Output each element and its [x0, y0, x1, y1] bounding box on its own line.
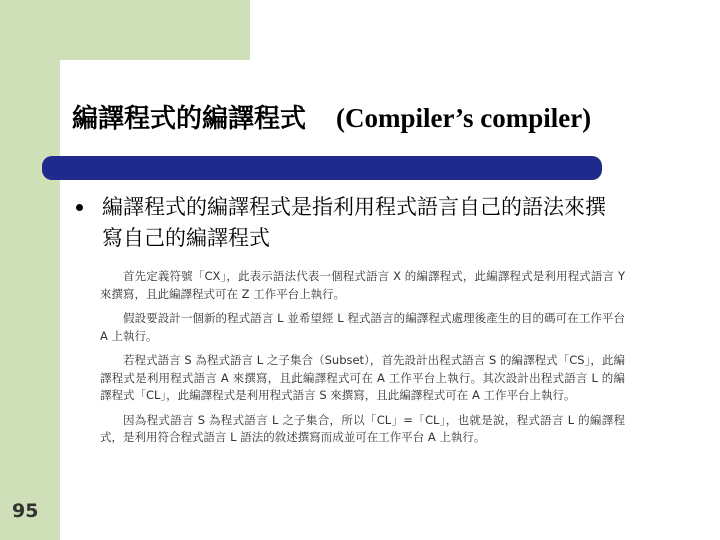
scanned-paragraph: 若程式語言 S 為程式語言 L 之子集合（Subset），首先設計出程式語言 S 的編譯程式「CS」，此編譯程式是利用程式語言 A 來撰寫，且此編譯程式可在 A 工作平台上執行。其次設計出程式語言 L 的編譯程式「CL」，此編譯程式是利用程式語言 S 來撰寫，且此編譯程式可在 A 工作平台上執行。 [100, 353, 625, 402]
title-chinese: 編譯程式的編譯程式 [72, 104, 307, 134]
title-divider-bar [42, 156, 602, 180]
scanned-paragraph: 因為程式語言 S 為程式語言 L 之子集合，所以「CL」=「CL」，也就是說，程式語言 L 的編譯程式，是利用符合程式語言 L 語法的敘述撰寫而成並可在工作平台 A 上執行。 [100, 412, 625, 444]
decorative-band-top [0, 0, 250, 60]
bullet-text: 編譯程式的編譯程式是指利用程式語言自己的語法來撰寫自己的編譯程式 [102, 195, 606, 250]
page-number: 95 [12, 500, 39, 522]
slide-title [72, 98, 591, 135]
scanned-text-block [100, 268, 625, 454]
decorative-band-left [0, 60, 60, 540]
bullet-dot-icon [76, 204, 83, 211]
title-english: (Compiler’s compiler) [336, 103, 592, 133]
scanned-paragraph: 假設要設計一個新的程式語言 L 並希望經 L 程式語言的編譯程式處理後產生的目的碼可在工作平台 A 上執行。 [100, 311, 625, 343]
scanned-paragraph: 首先定義符號「CX」，此表示語法代表一個程式語言 X 的編譯程式，此編譯程式是利用程式語言 Y 來撰寫，且此編譯程式可在 Z 工作平台上執行。 [100, 269, 625, 301]
